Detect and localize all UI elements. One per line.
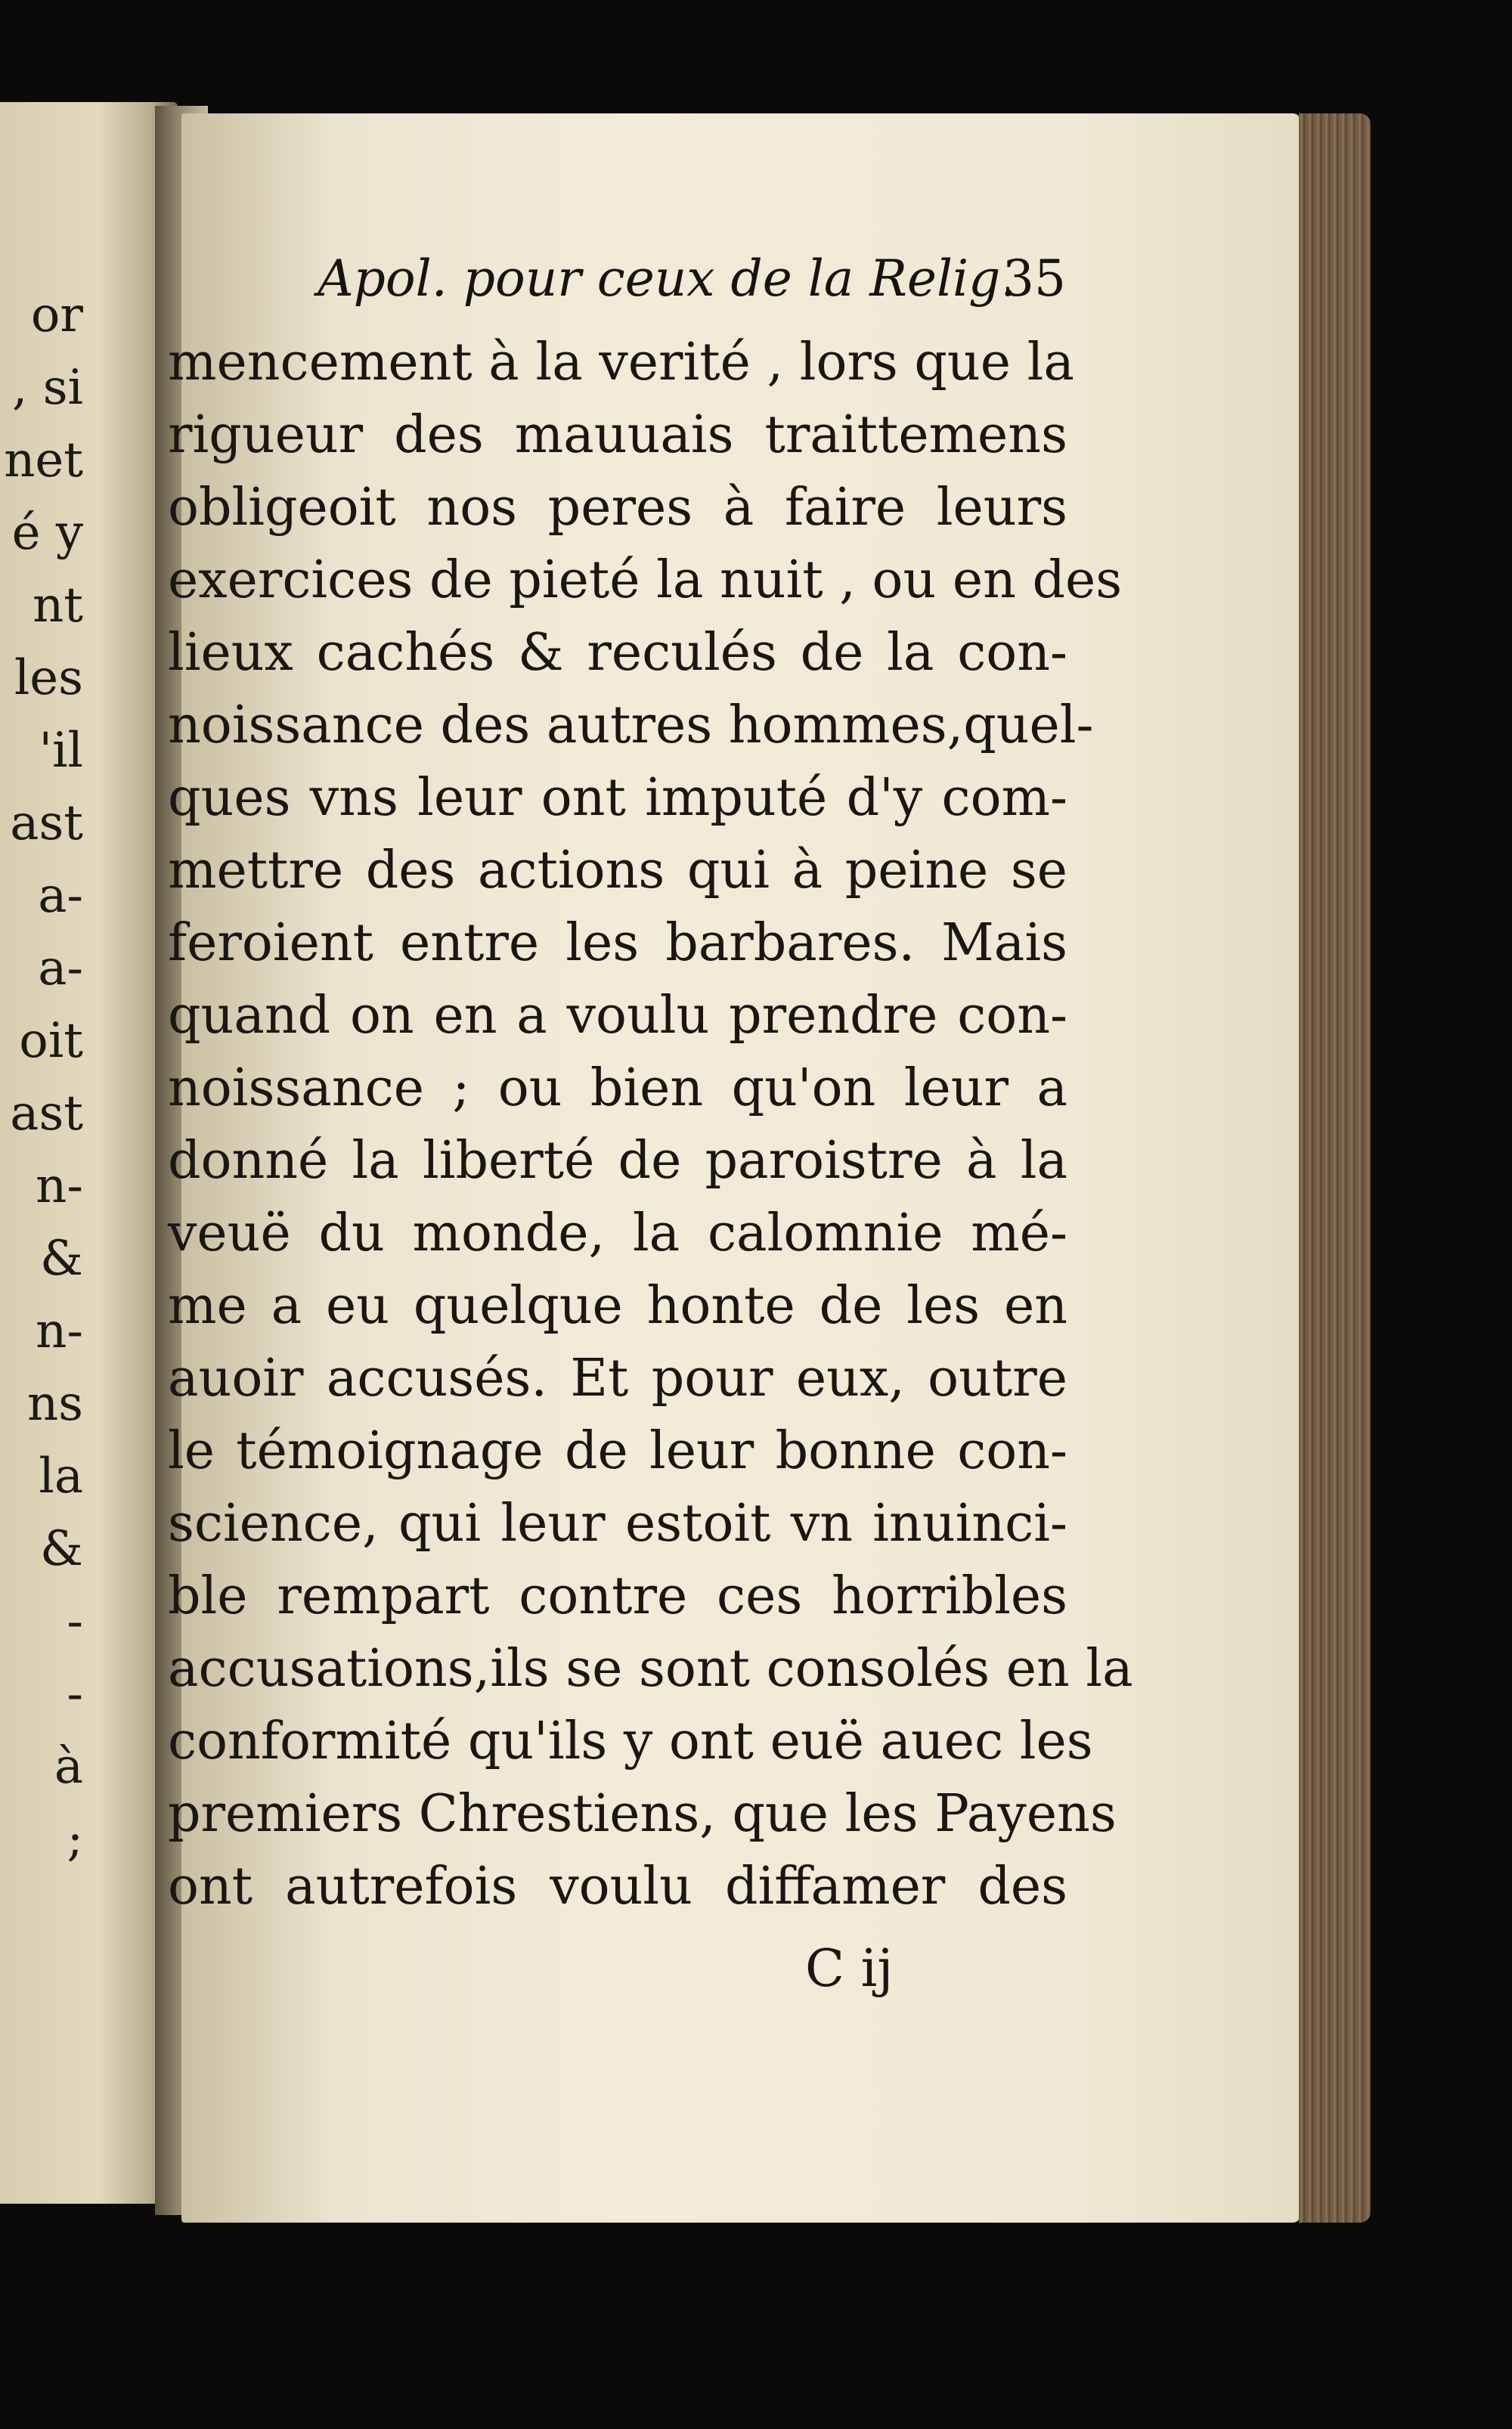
text-line: ont autrefois voulu diffamer des — [168, 1857, 1067, 1916]
left-page-line-fragment: & — [40, 1521, 83, 1577]
left-page-line-fragment: nt — [33, 578, 83, 634]
text-line: donné la liberté de paroistre à la — [168, 1131, 1067, 1191]
page-number: 35 — [1002, 249, 1066, 308]
text-line: auoir accusés. Et pour eux, outre — [168, 1349, 1067, 1408]
left-page-line-fragment: ast — [10, 1086, 83, 1142]
left-page-line-fragment: à — [54, 1739, 83, 1795]
text-line: accusations,ils se sont consolés en la — [168, 1639, 1133, 1699]
left-page-line-fragment: or — [30, 287, 83, 343]
left-page-line-fragment: - — [67, 1666, 83, 1722]
left-page-line-fragment: - — [67, 1594, 83, 1650]
text-line: mettre des actions qui à peine se — [168, 841, 1067, 900]
text-line: premiers Chrestiens, que les Payens — [168, 1784, 1117, 1844]
text-line: rigueur des mauuais traittemens — [168, 405, 1067, 465]
left-page-line-fragment: & — [40, 1231, 83, 1287]
page-header — [287, 249, 1066, 318]
left-page-line-fragment: ast — [10, 795, 83, 851]
left-page-line-fragment: n- — [36, 1303, 83, 1359]
text-line: feroient entre les barbares. Mais — [168, 913, 1067, 973]
left-page-line-fragment: oit — [19, 1013, 83, 1069]
left-page-fragment — [0, 102, 178, 2204]
left-page-line-fragment: é y — [11, 505, 83, 561]
text-line: noissance ; ou bien qu'on leur a — [168, 1058, 1067, 1118]
body-text — [168, 327, 1133, 1923]
text-line: veuë du monde, la calomnie mé- — [168, 1204, 1067, 1263]
text-line: conformité qu'ils y ont euë auec les — [168, 1712, 1093, 1771]
left-page-line-fragment: ns — [26, 1376, 83, 1432]
left-page-line-fragment: a- — [38, 868, 83, 924]
left-page-line-fragment: 'il — [39, 723, 83, 779]
left-page-line-fragment: n- — [36, 1158, 83, 1214]
text-line: science, qui leur estoit vn inuinci- — [168, 1494, 1067, 1554]
left-page-line-fragment: les — [14, 650, 83, 706]
text-line: le témoignage de leur bonne con- — [168, 1421, 1067, 1481]
text-line: obligeoit nos peres à faire leurs — [168, 478, 1067, 538]
text-line: exercices de pieté la nuit , ou en des — [168, 550, 1123, 610]
left-page-line-fragment: , si — [12, 360, 83, 416]
left-page-line-fragment: ; — [67, 1811, 83, 1867]
left-page-line-fragment: a- — [38, 940, 83, 996]
text-line: me a eu quelque honte de les en — [168, 1276, 1067, 1336]
text-line: ble rempart contre ces horribles — [168, 1566, 1067, 1626]
text-line: noissance des autres hommes,quel- — [168, 696, 1094, 755]
text-line: lieux cachés & reculés de la con- — [168, 623, 1067, 683]
left-page-line-fragment: la — [39, 1448, 83, 1504]
text-line: mencement à la verité , lors que la — [168, 333, 1074, 392]
book-fore-edge — [1299, 113, 1371, 2223]
signature-mark: C ij — [805, 1939, 894, 1999]
text-line: ques vns leur ont imputé d'y com- — [168, 768, 1067, 828]
text-line: quand on en a voulu prendre con- — [168, 986, 1067, 1046]
running-title: Apol. pour ceux de la Relig. — [318, 249, 1017, 308]
left-page-line-fragment: net — [4, 432, 83, 488]
